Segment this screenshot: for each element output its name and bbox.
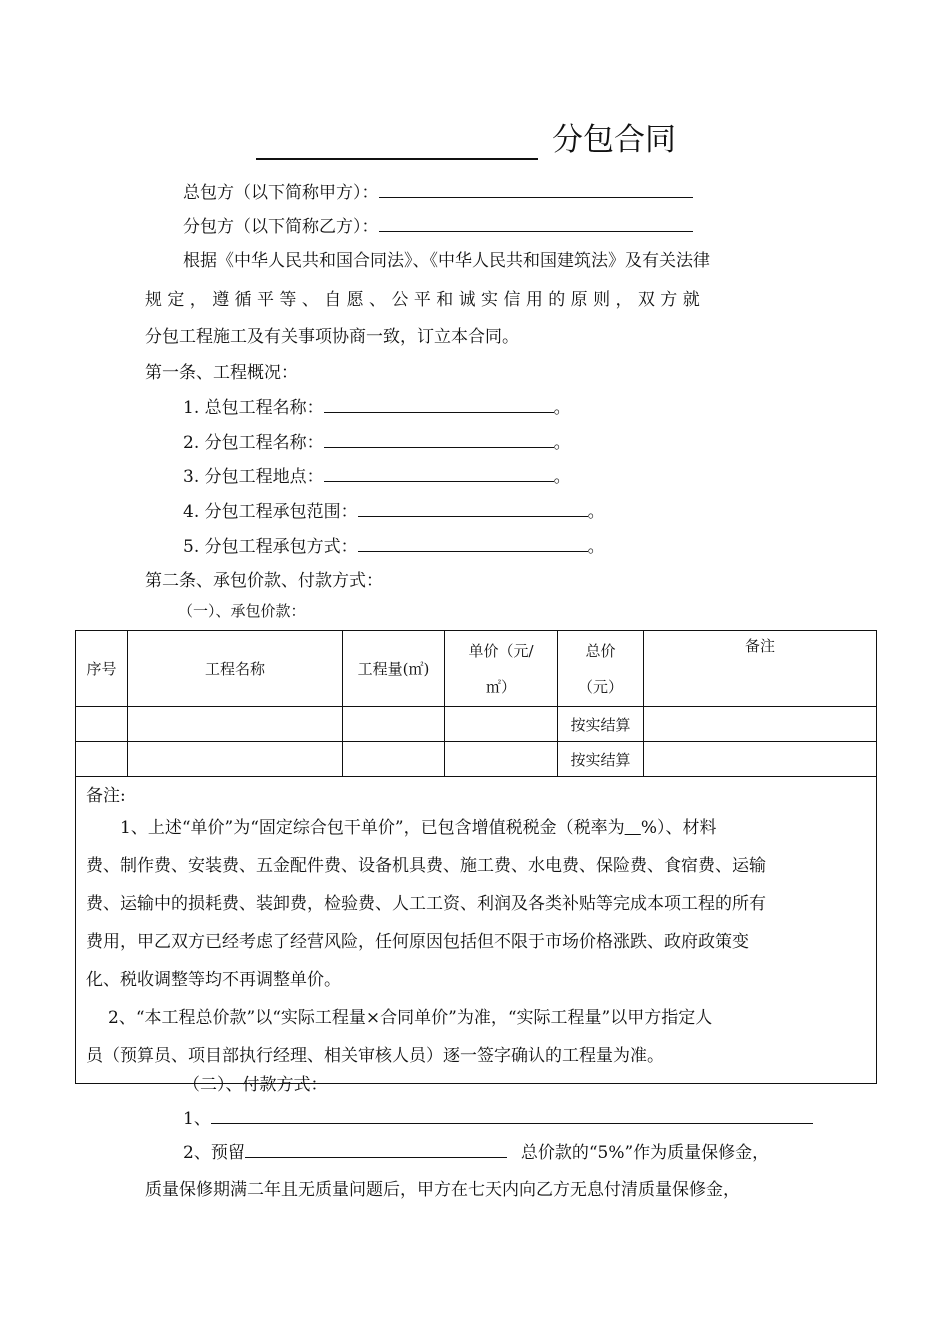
- item-label: 4. 分包工程承包范围：: [183, 502, 358, 522]
- cell-quantity[interactable]: [343, 742, 445, 777]
- item-end: 。: [553, 433, 571, 453]
- header-project-name: 工程名称: [128, 631, 343, 707]
- article-1-item-2: [183, 428, 571, 453]
- table-row: [76, 707, 877, 742]
- payment-item-2-continued: 质量保修期满二年且无质量问题后，甲方在七天内向乙方无息付清质量保修金，: [145, 1180, 740, 1200]
- cell-unit-price[interactable]: [445, 707, 558, 742]
- party-a-line: [183, 178, 693, 203]
- cell-project-name[interactable]: [128, 742, 343, 777]
- retention-blank[interactable]: [245, 1139, 507, 1158]
- party-b-label: 分包方（以下简称乙方）：: [183, 217, 379, 237]
- cell-total: 按实结算: [558, 742, 644, 777]
- article-1-heading: 第一条、工程概况：: [145, 363, 298, 383]
- article-2-heading: 第二条、承包价款、付款方式：: [145, 571, 383, 591]
- article-1-item-3: [183, 462, 571, 487]
- section-payment-heading: （二）、付款方式：: [183, 1075, 328, 1095]
- cell-remarks[interactable]: [644, 707, 877, 742]
- header-unit-price: 单价（元/ ㎡）: [445, 631, 558, 707]
- title-blank-line[interactable]: [256, 124, 538, 160]
- note-1-line-1: 1、上述“单价”为“固定综合包干单价”，已包含增值税税金（税率为 %）、材料: [120, 818, 717, 838]
- note-2-line-1: 2、“本工程总价款”以“实际工程量×合同单价”为准，“实际工程量”以甲方指定人: [108, 1008, 713, 1028]
- preamble-line-3: 分包工程施工及有关事项协商一致，订立本合同。: [145, 327, 519, 347]
- preamble-line-1: 根据《中华人民共和国合同法》、《中华人民共和国建筑法》及有关法律: [183, 251, 710, 271]
- price-table: [75, 630, 877, 1084]
- section-price-heading: （一）、承包价款：: [178, 602, 306, 620]
- note-1-line-4: 费用，甲乙双方已经考虑了经营风险，任何原因包括但不限于市场价格涨跌、政府政策变: [86, 932, 749, 952]
- notes-cell: [76, 777, 877, 1084]
- item-end: 。: [553, 398, 571, 418]
- payment-item-2: [183, 1138, 769, 1163]
- note-2-line-2: 员（预算员、项目部执行经理、相关审核人员）逐一签字确认的工程量为准。: [86, 1046, 664, 1066]
- table-header-row: [76, 631, 877, 707]
- payment-item-1: [183, 1104, 813, 1129]
- item-blank[interactable]: [324, 394, 554, 413]
- notes-row: [76, 777, 877, 1084]
- item-blank[interactable]: [358, 533, 588, 552]
- party-b-blank[interactable]: [379, 213, 693, 232]
- cell-quantity[interactable]: [343, 707, 445, 742]
- header-remarks: 备注: [644, 631, 877, 707]
- header-quantity: 工程量(㎡): [343, 631, 445, 707]
- cell-unit-price[interactable]: [445, 742, 558, 777]
- cell-project-name[interactable]: [128, 707, 343, 742]
- party-a-label: 总包方（以下简称甲方）：: [183, 183, 379, 203]
- item-end: 。: [587, 502, 605, 522]
- item-label: 5. 分包工程承包方式：: [183, 537, 358, 557]
- note-1-line-2: 费、制作费、安装费、五金配件费、设备机具费、施工费、水电费、保险费、食宿费、运输: [86, 856, 766, 876]
- cell-total: 按实结算: [558, 707, 644, 742]
- header-total-price: 总价 （元）: [558, 631, 644, 707]
- party-b-line: [183, 212, 693, 237]
- item-label: 2. 分包工程名称：: [183, 433, 324, 453]
- item-end: 。: [553, 467, 571, 487]
- header-index: 序号: [76, 631, 128, 707]
- contract-title: [256, 120, 676, 166]
- item-blank[interactable]: [324, 429, 554, 448]
- cell-index[interactable]: [76, 742, 128, 777]
- article-1-item-4: [183, 497, 605, 522]
- payment-item-1-label: 1、: [183, 1109, 211, 1129]
- article-1-item-5: [183, 532, 605, 557]
- table-row: [76, 742, 877, 777]
- payment-item-2-text: 总价款的“5%”作为质量保修金，: [520, 1143, 770, 1163]
- item-end: 。: [587, 537, 605, 557]
- cell-remarks[interactable]: [644, 742, 877, 777]
- article-1-item-1: [183, 393, 571, 418]
- note-1-line-3: 费、运输中的损耗费、装卸费，检验费、人工工资、利润及各类补贴等完成本项工程的所有: [86, 894, 766, 914]
- item-label: 1. 总包工程名称：: [183, 398, 324, 418]
- item-blank[interactable]: [358, 498, 588, 517]
- preamble-line-2: 规 定 ， 遵 循 平 等 、 自 愿 、 公 平 和 诚 实 信 用 的 原 则 ， 双 方 就: [145, 290, 700, 310]
- payment-item-1-blank[interactable]: [211, 1105, 813, 1124]
- item-label: 3. 分包工程地点：: [183, 467, 324, 487]
- cell-index[interactable]: [76, 707, 128, 742]
- party-a-blank[interactable]: [379, 179, 693, 198]
- payment-item-2-label: 2、预留: [183, 1143, 245, 1163]
- title-text: 分包合同: [552, 122, 676, 158]
- item-blank[interactable]: [324, 463, 554, 482]
- notes-label: 备注:: [86, 786, 126, 806]
- tax-rate-blank[interactable]: [625, 818, 641, 838]
- note-1-line-5: 化、税收调整等均不再调整单价。: [86, 970, 341, 990]
